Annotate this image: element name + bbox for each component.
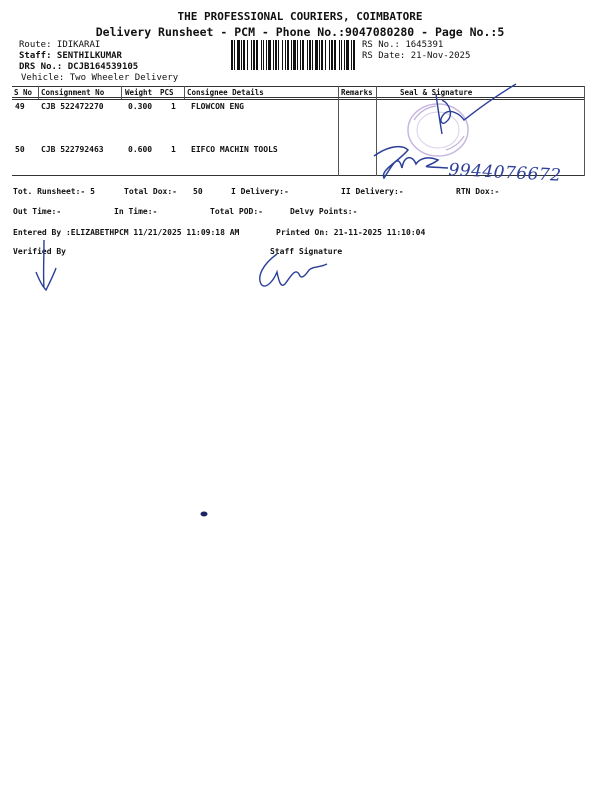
row-pcs: 1 [171, 145, 176, 154]
row-weight: 0.600 [128, 145, 153, 154]
row-consignee: EIFCO MACHIN TOOLS [191, 145, 278, 154]
header-seal-signature: Seal & Signature [400, 88, 473, 97]
staff-label: Staff: SENTHILKUMAR [19, 51, 122, 61]
runsheet-subtitle: Delivery Runsheet - PCM - Phone No.:9047080280 - Page No.:5 [95, 25, 505, 39]
rs-number: RS No.: 1645391 [362, 40, 444, 50]
rs-date: RS Date: 21-Nov-2025 [362, 51, 471, 61]
header-remarks: Remarks [341, 88, 373, 97]
row-consignment: CJB 522792463 [41, 145, 104, 154]
row-weight: 0.300 [128, 102, 153, 111]
route-label: Route: IDIKARAI [19, 40, 101, 50]
header-sno: S No [14, 88, 33, 97]
out-time: Out Time:- [13, 207, 62, 216]
staff-signature-image [255, 246, 345, 296]
row-sno: 49 [15, 102, 25, 111]
total-dox-label: Total Dox:- [124, 187, 177, 196]
barcode-image [231, 40, 355, 70]
header-pcs: PCS [160, 88, 174, 97]
delvy-points: Delvy Points:- [290, 207, 358, 216]
rtn-dox: RTN Dox:- [456, 187, 500, 196]
i-delivery: I Delivery:- [231, 187, 289, 196]
total-dox-value: 50 [193, 187, 203, 196]
row-consignee: FLOWCON ENG [191, 102, 244, 111]
header-consignee: Consignee Details [187, 88, 264, 97]
printed-on: Printed On: 21-11-2025 11:10:04 [276, 228, 426, 237]
staff-signature-label: Staff Signature [270, 247, 343, 256]
in-time: In Time:- [114, 207, 158, 216]
header-consignment: Consignment No [41, 88, 105, 97]
total-runsheet: Tot. Runsheet:- 5 [13, 187, 95, 196]
row-pcs: 1 [171, 102, 176, 111]
row-sno: 50 [15, 145, 25, 154]
handwritten-phone: 9944076672 [447, 160, 563, 186]
row-consignment: CJB 522472270 [41, 102, 104, 111]
verified-signature-image [30, 238, 70, 294]
verified-by-label: Verified By [13, 247, 66, 256]
ink-dot-image [199, 510, 209, 518]
header-weight: Weight [125, 88, 153, 97]
total-pod: Total POD:- [210, 207, 263, 216]
ii-delivery: II Delivery:- [341, 187, 404, 196]
company-title: THE PROFESSIONAL COURIERS, COIMBATORE [177, 10, 423, 23]
signature-row2-image [368, 138, 458, 182]
entered-by: Entered By :ELIZABETHPCM 11/21/2025 11:09:18 AM [13, 228, 240, 237]
drs-number: DRS No.: DCJB164539105 [19, 62, 139, 72]
vehicle-label: Vehicle: Two Wheeler Delivery [21, 73, 179, 83]
